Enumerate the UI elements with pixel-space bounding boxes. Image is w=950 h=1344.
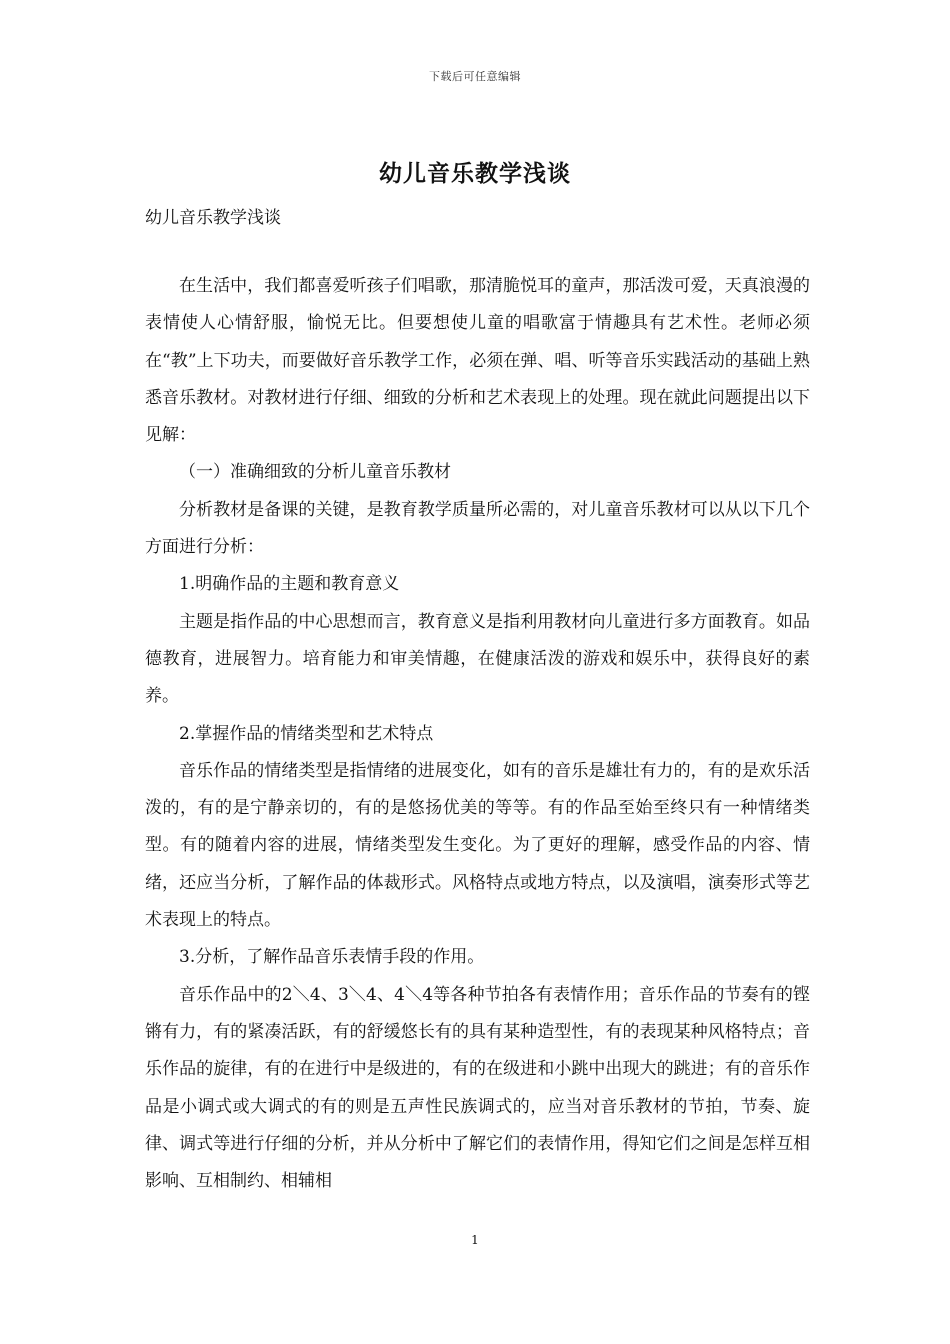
paragraph-means: 音乐作品中的2＼4、3＼4、4＼4等各种节拍各有表情作用；音乐作品的节奏有的铿锵有力，有的紧凑活跃，有的舒缓悠长有的具有某种造型性，有的表现某种风格特点；音乐作品的旋律，有的在进行中是级进的，有的在级进和小跳中出现大的跳进；有的音乐作品是小调式或大调式的有的则是五声性民族调式的，应当对音乐教材的节拍，节奏、旋律、调式等进行仔细的分析，并从分析中了解它们的表情作用，得知它们之间是怎样互相影响、互相制约、相辅相 <box>145 984 810 1192</box>
paragraph-emotion: 音乐作品的情绪类型是指情绪的进展变化，如有的音乐是雄壮有力的，有的是欢乐活泼的，有的是宁静亲切的，有的是悠扬优美的等等。有的作品至始至终只有一种情绪类型。有的随着内容的进展，情绪类型发生变化。为了更好的理解，感受作品的内容、情绪，还应当分析，了解作品的体裁形式。风格特点或地方特点，以及演唱，演奏形式等艺术表现上的特点。 <box>145 760 810 931</box>
document-subtitle: 幼儿音乐教学浅谈 <box>145 208 281 228</box>
section-heading-1: （一）准确细致的分析儿童音乐教材 <box>179 462 451 483</box>
paragraph-theme: 主题是指作品的中心思想而言，教育意义是指利用教材向儿童进行多方面教育。如品德教育，进展智力。培育能力和审美情趣，在健康活泼的游戏和娱乐中，获得良好的素养。 <box>145 611 810 707</box>
page-number: 1 <box>471 1233 479 1247</box>
page-header: 下载后可任意编辑 <box>429 70 521 83</box>
subheading-2: 2.掌握作品的情绪类型和艺术特点 <box>179 723 434 744</box>
subheading-3: 3.分析，了解作品音乐表情手段的作用。 <box>179 947 485 968</box>
document-title: 幼儿音乐教学浅谈 <box>379 160 571 187</box>
paragraph-intro: 在生活中，我们都喜爱听孩子们唱歌，那清脆悦耳的童声，那活泼可爱，天真浪漫的表情使人心情舒服，愉悦无比。但要想使儿童的唱歌富于情趣具有艺术性。老师必须在“教”上下功夫，而要做好音乐教学工作，必须在弹、唱、听等音乐实践活动的基础上熟悉音乐教材。对教材进行仔细、细致的分析和艺术表现上的处理。现在就此问题提出以下见解： <box>145 276 810 446</box>
paragraph-analysis: 分析教材是备课的关键，是教育教学质量所必需的，对儿童音乐教材可以从以下几个方面进行分析： <box>145 499 810 558</box>
document-body <box>145 268 810 1200</box>
subheading-1: 1.明确作品的主题和教育意义 <box>179 574 400 595</box>
